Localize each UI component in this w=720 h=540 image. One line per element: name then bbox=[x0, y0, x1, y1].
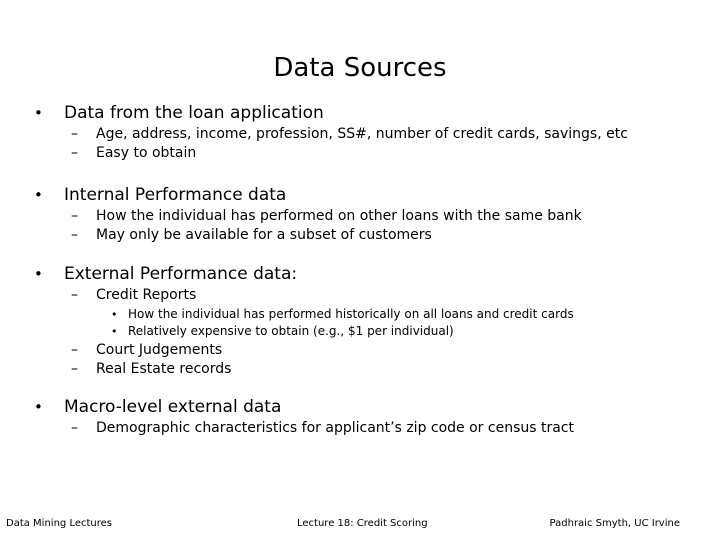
footer-lecture-title: Lecture 18: Credit Scoring bbox=[297, 518, 428, 529]
section-heading: Internal Performance data bbox=[64, 185, 287, 205]
sub-bullet-item bbox=[0, 226, 720, 245]
sub-bullet-item bbox=[0, 286, 720, 305]
sub-bullet-text: Age, address, income, profession, SS#, number of credit cards, savings, etc bbox=[96, 126, 628, 142]
sub-bullet-text: Demographic characteristics for applicant’s zip code or census tract bbox=[96, 420, 574, 436]
bullet-marker: • bbox=[34, 104, 43, 122]
bullet-marker: • bbox=[111, 308, 118, 321]
sub-bullet-item bbox=[0, 144, 720, 163]
section-heading: Data from the loan application bbox=[64, 103, 324, 123]
sub-sub-bullet-item bbox=[0, 323, 720, 340]
section-macro-level bbox=[0, 395, 720, 438]
sub-sub-bullet-text: Relatively expensive to obtain (e.g., $1 per individual) bbox=[128, 324, 454, 338]
dash-marker: – bbox=[71, 420, 78, 436]
footer-author: Padhraic Smyth, UC Irvine bbox=[549, 518, 680, 529]
sub-bullet-text: How the individual has performed on other loans with the same bank bbox=[96, 208, 582, 224]
bullet-marker: • bbox=[34, 265, 43, 283]
sub-sub-bullet-text: How the individual has performed historically on all loans and credit cards bbox=[128, 307, 574, 321]
sub-bullet-text: May only be available for a subset of customers bbox=[96, 227, 432, 243]
dash-marker: – bbox=[71, 145, 78, 161]
bullet-marker: • bbox=[34, 398, 43, 416]
bullet-item bbox=[0, 262, 720, 286]
sub-sub-bullet-item bbox=[0, 306, 720, 323]
dash-marker: – bbox=[71, 227, 78, 243]
section-internal-performance bbox=[0, 183, 720, 245]
dash-marker: – bbox=[71, 208, 78, 224]
dash-marker: – bbox=[71, 287, 78, 303]
section-heading: Macro-level external data bbox=[64, 397, 282, 417]
sub-bullet-item bbox=[0, 360, 720, 379]
sub-bullet-text: Credit Reports bbox=[96, 287, 197, 303]
dash-marker: – bbox=[71, 361, 78, 377]
dash-marker: – bbox=[71, 126, 78, 142]
bullet-item bbox=[0, 101, 720, 125]
slide-title: Data Sources bbox=[273, 53, 447, 83]
bullet-item bbox=[0, 395, 720, 419]
sub-bullet-item bbox=[0, 341, 720, 360]
section-heading: External Performance data: bbox=[64, 264, 298, 284]
section-loan-application bbox=[0, 101, 720, 163]
footer-course-title: Data Mining Lectures bbox=[6, 518, 113, 529]
sub-bullet-item bbox=[0, 125, 720, 144]
section-external-performance bbox=[0, 262, 720, 379]
sub-bullet-item bbox=[0, 419, 720, 438]
sub-bullet-text: Real Estate records bbox=[96, 361, 232, 377]
bullet-marker: • bbox=[34, 186, 43, 204]
dash-marker: – bbox=[71, 342, 78, 358]
sub-bullet-text: Easy to obtain bbox=[96, 145, 197, 161]
bullet-item bbox=[0, 183, 720, 207]
bullet-marker: • bbox=[111, 325, 118, 338]
sub-bullet-text: Court Judgements bbox=[96, 342, 223, 358]
sub-bullet-item bbox=[0, 207, 720, 226]
